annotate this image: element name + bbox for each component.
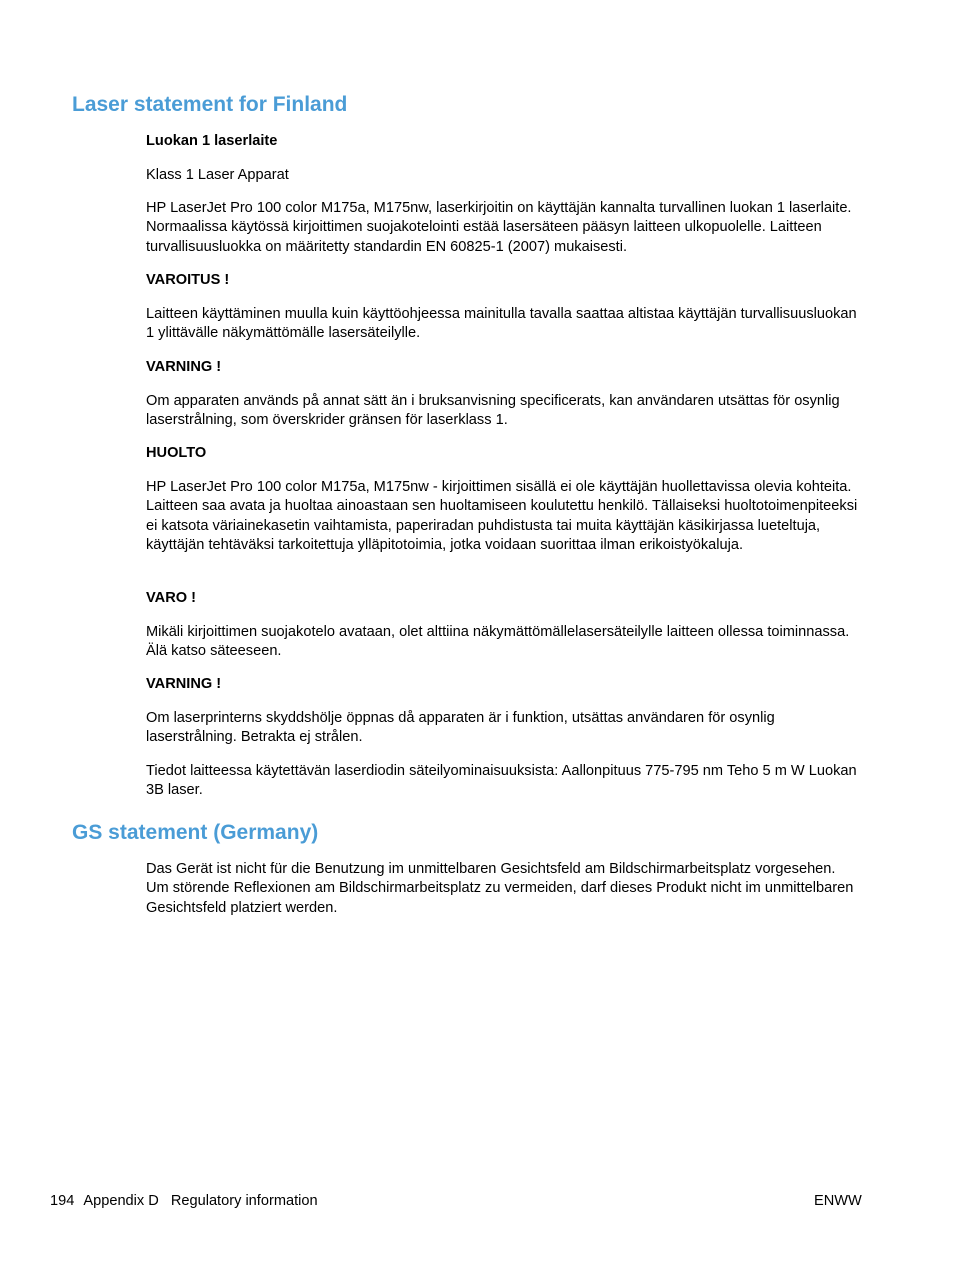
label-huolto: HUOLTO (146, 445, 207, 461)
footer-page-number: 194 (50, 1193, 75, 1209)
label-varning-1: VARNING ! (146, 359, 222, 375)
footer-chapter: Appendix D (83, 1193, 159, 1209)
label-luokan-1-laserlaite: Luokan 1 laserlaite (146, 133, 278, 149)
paragraph-gs-statement: Das Gerät ist nicht für die Benutzung im unmittelbaren Gesichtsfeld am Bildschirmarbeitsplatz vorgesehen. Um störende Reflexionen am Bildschirmarbeitsplatz zu vermeiden, darf dieses Produkt nicht im unmittelbaren Gesichtsfeld platziert werden. (146, 861, 854, 916)
paragraph-varning-2: Om laserprinterns skyddshölje öppnas då apparaten är i funktion, utsättas användaren för osynlig laserstrålning. Betrakta ej strålen. (146, 710, 775, 746)
section-heading-gs-germany: GS statement (Germany) (72, 821, 319, 844)
paragraph-varoitus: Laitteen käyttäminen muulla kuin käyttöohjeessa mainitulla tavalla saattaa altistaa käyttäjän turvallisuusluokan 1 ylittävälle näkymättömälle lasersäteilylle. (146, 306, 857, 342)
paragraph-varning-1: Om apparaten används på annat sätt än i bruksanvisning specificerats, kan användaren utsättas för osynlig laserstrålning, som överskrider gränsen för laserklass 1. (146, 393, 840, 429)
footer-right-label: ENWW (814, 1193, 862, 1209)
label-varning-2: VARNING ! (146, 676, 222, 692)
section-heading-laser-finland: Laser statement for Finland (72, 93, 348, 116)
paragraph-varo: Mikäli kirjoittimen suojakotelo avataan, olet alttiina näkymättömällelasersäteilylle laitteen ollessa toiminnassa. Älä katso säteeseen. (146, 624, 850, 660)
paragraph-laserlaite-description: HP LaserJet Pro 100 color M175a, M175nw, laserkirjoitin on käyttäjän kannalta turvallinen luokan 1 laserlaite. Normaalissa käytössä kirjoittimen suojakotelointi estää lasersäteen pääsyn laitteen ulkopuolelle. Laitteen turvallisuusluokka on määritetty standardin EN 60825-1 (2007) mukaisesti. (146, 200, 852, 255)
footer-chapter-title: Regulatory information (170, 1193, 318, 1209)
paragraph-laserdiodi-info: Tiedot laitteessa käytettävän laserdiodin säteilyominaisuuksista: Aallonpituus 775-795 nm Teho 5 m W Luokan 3B laser. (146, 763, 857, 799)
paragraph-klass-1: Klass 1 Laser Apparat (146, 167, 289, 183)
label-varoitus: VAROITUS ! (146, 272, 230, 288)
paragraph-huolto: HP LaserJet Pro 100 color M175a, M175nw - kirjoittimen sisällä ei ole käyttäjän huollettavissa olevia kohteita. Laitteen saa avata ja huoltaa ainoastaan sen huoltamiseen koulutettu henkilö. Tällaiseksi huoltotoimenpiteeksi ei katsota väriainekasetin vaihtamista, paperiradan puhdistusta tai muita käyttäjän käsikirjassa lueteltuja, käyttäjän tehtäväksi tarkoitettuja ylläpitotoimia, jotka voidaan suorittaa ilman erikoistyökaluja. (146, 479, 858, 553)
footer-left (50, 1192, 318, 1211)
label-varo: VARO ! (146, 590, 196, 606)
